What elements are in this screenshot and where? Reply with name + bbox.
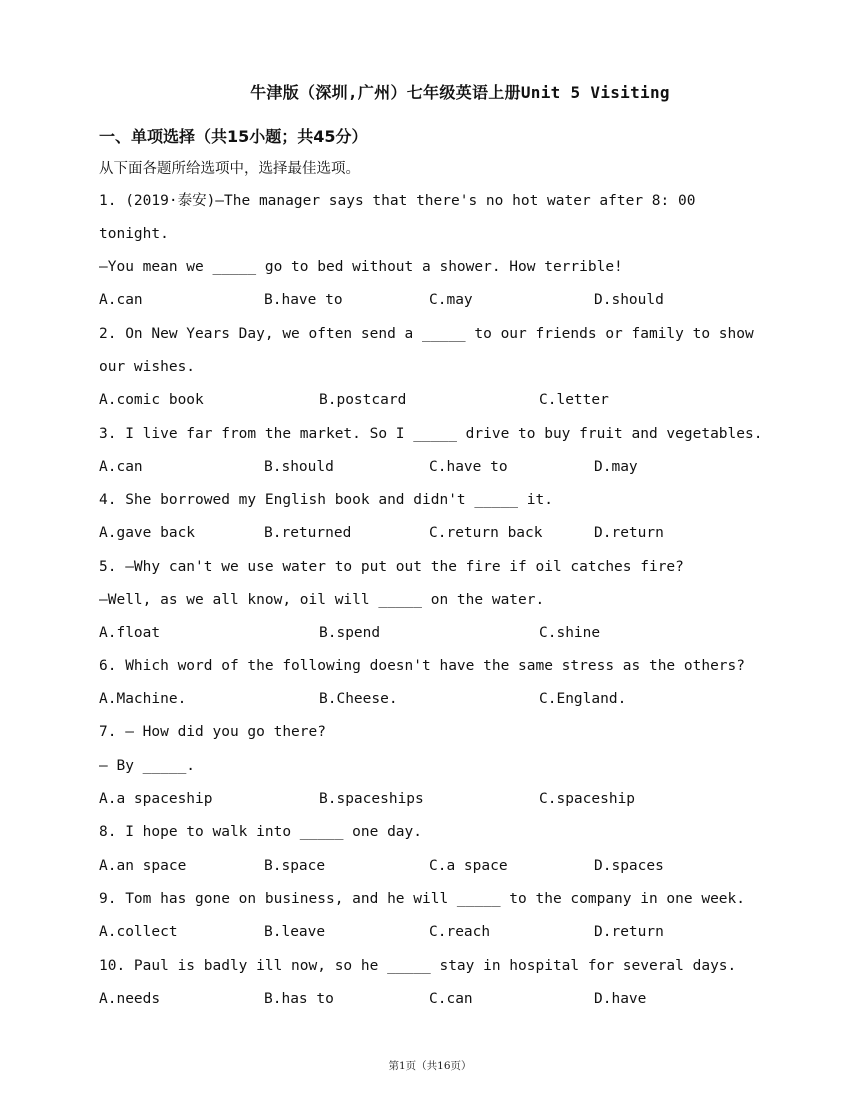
option-b[interactable]: B.leave bbox=[264, 924, 326, 940]
option-c[interactable]: C.may bbox=[429, 292, 473, 308]
question-2-line-1: 2. On New Years Day, we often send a _____ to our friends or family to show bbox=[99, 326, 754, 342]
question-2-line-2: our wishes. bbox=[99, 359, 196, 375]
question-10-line-1: 10. Paul is badly ill now, so he _____ stay in hospital for several days. bbox=[99, 958, 737, 974]
option-c[interactable]: C.shine bbox=[539, 625, 601, 641]
option-d[interactable]: D.may bbox=[594, 459, 638, 475]
question-9-line-1: 9. Tom has gone on business, and he will _____ to the company in one week. bbox=[99, 891, 746, 907]
option-c[interactable]: C.reach bbox=[429, 924, 491, 940]
option-c[interactable]: C.can bbox=[429, 991, 473, 1007]
question-1-line-1: 1. (2019·泰安)—The manager says that there's no hot water after 8: 00 bbox=[99, 193, 696, 209]
option-b[interactable]: B.have to bbox=[264, 292, 343, 308]
option-d[interactable]: D.return bbox=[594, 924, 664, 940]
option-a[interactable]: A.an space bbox=[99, 858, 187, 874]
question-1-line-2: tonight. bbox=[99, 226, 169, 242]
option-c[interactable]: C.have to bbox=[429, 459, 508, 475]
option-a[interactable]: A.gave back bbox=[99, 525, 196, 541]
option-a[interactable]: A.a spaceship bbox=[99, 791, 213, 807]
option-d[interactable]: D.spaces bbox=[594, 858, 664, 874]
option-b[interactable]: B.Cheese. bbox=[319, 691, 398, 707]
option-b[interactable]: B.should bbox=[264, 459, 334, 475]
question-1-line-3: —You mean we _____ go to bed without a shower. How terrible! bbox=[99, 259, 623, 275]
option-a[interactable]: A.needs bbox=[99, 991, 161, 1007]
option-d[interactable]: D.should bbox=[594, 292, 664, 308]
option-b[interactable]: B.has to bbox=[264, 991, 334, 1007]
option-d[interactable]: D.have bbox=[594, 991, 647, 1007]
question-8-line-1: 8. I hope to walk into _____ one day. bbox=[99, 824, 423, 840]
option-a[interactable]: A.can bbox=[99, 459, 143, 475]
option-c[interactable]: C.letter bbox=[539, 392, 609, 408]
option-a[interactable]: A.collect bbox=[99, 924, 178, 940]
question-5-line-1: 5. —Why can't we use water to put out the fire if oil catches fire? bbox=[99, 559, 684, 575]
option-a[interactable]: A.comic book bbox=[99, 392, 204, 408]
option-c[interactable]: C.spaceship bbox=[539, 791, 636, 807]
question-7-line-2: — By _____. bbox=[99, 758, 196, 774]
option-b[interactable]: B.spend bbox=[319, 625, 381, 641]
option-c[interactable]: C.a space bbox=[429, 858, 508, 874]
question-10-options bbox=[99, 989, 799, 1109]
section-heading: 一、单项选择（共15小题；共45分） bbox=[99, 127, 368, 146]
option-b[interactable]: B.space bbox=[264, 858, 326, 874]
option-a[interactable]: A.can bbox=[99, 292, 143, 308]
question-4-line-1: 4. She borrowed my English book and didn't _____ it. bbox=[99, 492, 553, 508]
option-b[interactable]: B.returned bbox=[264, 525, 352, 541]
option-a[interactable]: A.float bbox=[99, 625, 161, 641]
option-b[interactable]: B.spaceships bbox=[319, 791, 424, 807]
question-5-line-2: —Well, as we all know, oil will _____ on the water. bbox=[99, 592, 545, 608]
option-b[interactable]: B.postcard bbox=[319, 392, 407, 408]
section-instructions: 从下面各题所给选项中，选择最佳选项。 bbox=[99, 161, 360, 177]
option-c[interactable]: C.return back bbox=[429, 525, 543, 541]
question-6-line-1: 6. Which word of the following doesn't have the same stress as the others? bbox=[99, 658, 746, 674]
question-3-line-1: 3. I live far from the market. So I _____ drive to buy fruit and vegetables. bbox=[99, 426, 763, 442]
option-d[interactable]: D.return bbox=[594, 525, 664, 541]
document-title: 牛津版（深圳,广州）七年级英语上册Unit 5 Visiting bbox=[250, 83, 670, 102]
question-7-line-1: 7. — How did you go there? bbox=[99, 724, 326, 740]
page-footer: 第1页（共16页） bbox=[388, 1060, 472, 1072]
option-c[interactable]: C.England. bbox=[539, 691, 627, 707]
option-a[interactable]: A.Machine. bbox=[99, 691, 187, 707]
